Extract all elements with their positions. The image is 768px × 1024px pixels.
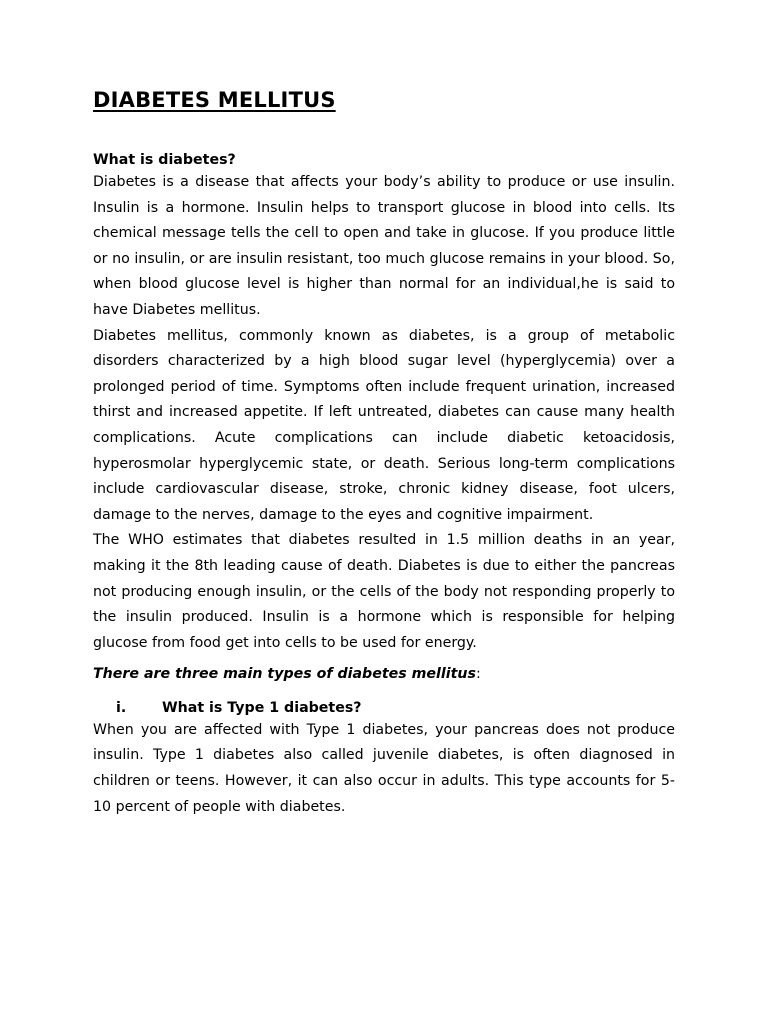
paragraph-diabetes-mellitus: Diabetes mellitus, commonly known as diabetes, is a group of metabolic disorders characterized by a high blood sugar level (hyperglycemia) over a prolonged period of time. Symptoms often include frequent urination, increased thirst and increased appetite. If left untreated, diabetes can cause many health complications. Acute complications can include diabetic ketoacidosis, hyperosmolar hyperglycemic state, or death. Serious long-term complications include cardiovascular disease, stroke, chronic kidney disease, foot ulcers, damage to the nerves, damage to the eyes and cognitive impairment.: [93, 327, 675, 523]
types-intro: [93, 662, 675, 688]
document-title: DIABETES MELLITUS: [93, 88, 336, 112]
paragraph-type-1: When you are affected with Type 1 diabetes, your pancreas does not produce insulin. Type 1 diabetes also called juvenile diabetes, is often diagnosed in children or teens. However, it can also occur in adults. This type accounts for 5-10 percent of people with diabetes.: [93, 721, 675, 815]
paragraph-who-estimates: The WHO estimates that diabetes resulted in 1.5 million deaths in an year, making it the 8th leading cause of death. Diabetes is due to either the pancreas not producing enough insulin, or the cells of the body not responding properly to the insulin produced. Insulin is a hormone which is responsible for helping glucose from food get into cells to be used for energy.: [93, 532, 675, 651]
paragraph-what-is-diabetes: Diabetes is a disease that affects your body’s ability to produce or use insulin. Insulin is a hormone. Insulin helps to transport glucose in blood into cells. Its chemical message tells the cell to open and take in glucose. If you produce little or no insulin, or are insulin resistant, too much glucose remains in your blood. So, when blood glucose level is higher than normal for an individual,he is said to have Diabetes mellitus.: [93, 174, 675, 318]
list-item-heading: What is Type 1 diabetes?: [162, 699, 362, 716]
list-item-number: i.: [116, 699, 127, 716]
section-heading: What is diabetes?: [93, 152, 236, 168]
types-intro-suffix: :: [475, 666, 481, 683]
types-intro-emphasis: There are three main types of diabetes mellitus: [93, 666, 476, 683]
list-item-type-1: [93, 698, 675, 718]
document-page: [93, 86, 675, 820]
